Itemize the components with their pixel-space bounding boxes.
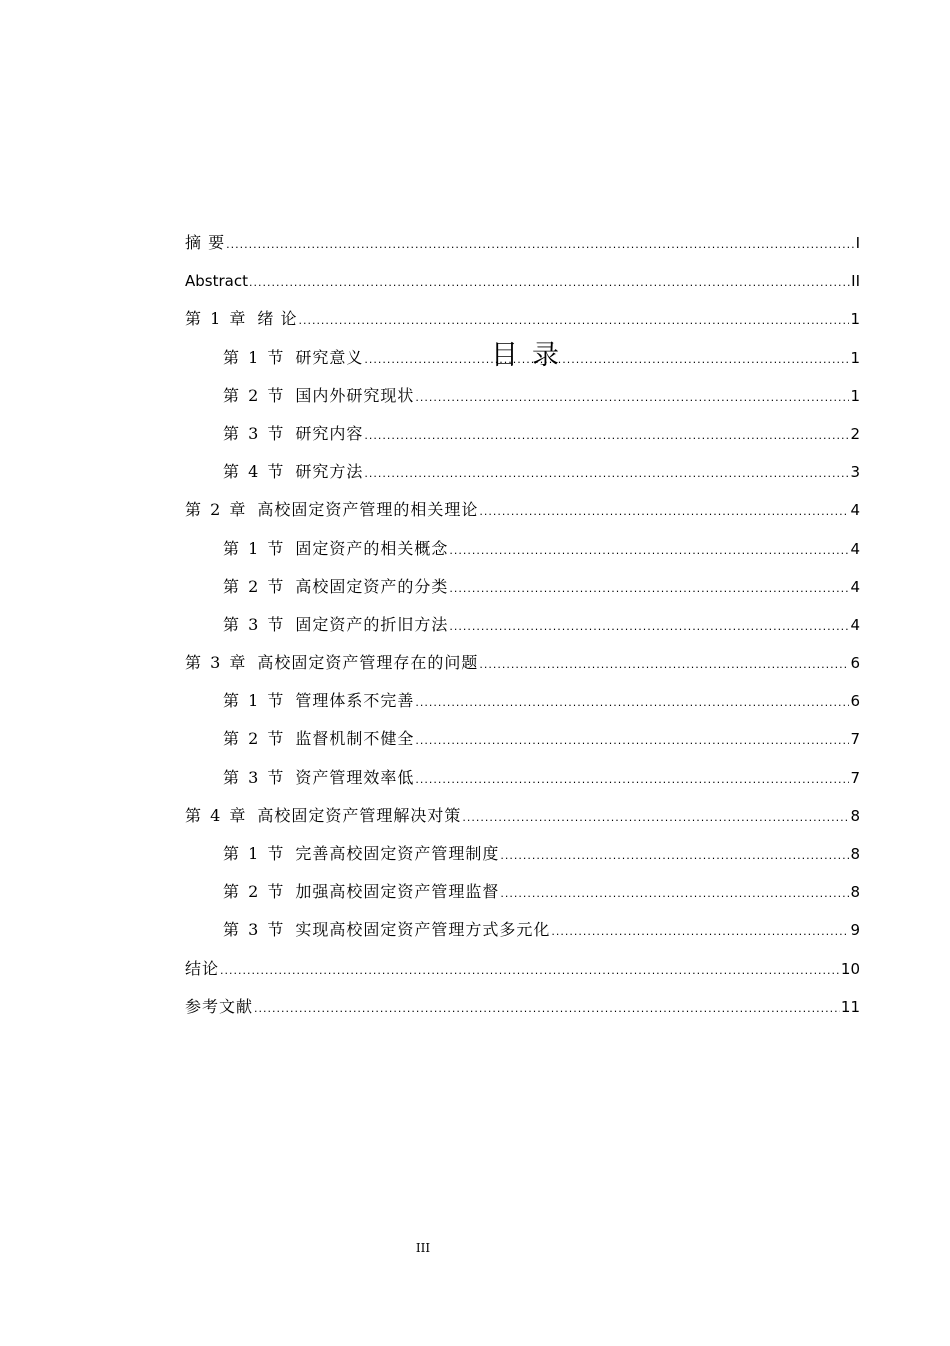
toc-entry-page: 8 [850,845,860,863]
toc-entry-section-4-2[interactable] [185,873,860,911]
toc-entry-label [223,377,414,415]
toc-entry-label [223,682,414,720]
toc-entry-label [223,720,414,758]
toc-dot-leader [462,799,849,837]
toc-entry-label [185,644,478,682]
toc-entry-label [185,491,478,529]
toc-entry-abstract-cn[interactable] [185,224,860,262]
page-number: III [415,1241,431,1255]
toc-entry-text: 高校固定资产管理存在的问题 [257,653,479,673]
toc-entry-text: 加强高校固定资产管理监督 [295,882,500,902]
toc-entry-text: 摘 要 [185,233,226,252]
toc-entry-label [223,530,448,568]
toc-entry-page: 8 [850,883,860,902]
toc-entry-abstract-en[interactable] [185,262,860,300]
toc-dot-leader [364,455,849,493]
toc-entry-number: 第 2 节 [223,729,286,749]
toc-entry-references[interactable] [185,988,860,1026]
toc-dot-leader [500,875,849,913]
toc-entry-label [185,950,219,988]
toc-entry-number: 第 1 节 [223,691,286,711]
toc-entry-label [185,262,248,300]
toc-dot-leader [364,341,849,379]
toc-entry-page: 4 [850,577,860,596]
toc-entry-text: 完善高校固定资产管理制度 [295,844,500,863]
toc-entry-text: 固定资产的折旧方法 [295,614,449,634]
toc-entry-label [223,873,499,911]
toc-dot-leader [249,264,850,302]
toc-entry-text: 高校固定资产管理解决对策 [257,805,462,825]
toc-entry-page: 11 [840,997,860,1016]
toc-entry-text: 高校固定资产管理的相关理论 [257,500,479,520]
toc-entry-number: 第 1 节 [223,538,286,558]
toc-entry-page: 7 [850,768,860,787]
toc-entry-section-4-1[interactable] [185,835,860,873]
toc-dot-leader [500,837,849,875]
toc-entry-text: 高校固定资产的分类 [295,576,449,596]
toc-entry-page: 6 [850,692,860,711]
toc-entry-text: 管理体系不完善 [295,691,415,711]
toc-entry-page: 4 [850,615,860,634]
toc-entry-page: 4 [850,501,860,520]
toc-entry-number: 第 3 节 [223,767,286,787]
toc-entry-label [185,300,297,338]
toc-entry-number: 第 1 节 [223,844,286,863]
toc-entry-text: 实现高校固定资产管理方式多元化 [295,920,551,940]
toc-entry-page: 1 [850,348,860,367]
toc-entry-number: 第 2 节 [223,882,286,902]
toc-entry-section-4-3[interactable] [185,911,860,949]
toc-entry-number: 第 1 章 [185,309,248,329]
toc-entry-section-3-2[interactable] [185,720,860,758]
toc-entry-number: 第 2 章 [185,500,248,520]
toc-dot-leader [254,990,840,1028]
toc-entry-number: 第 3 节 [223,614,286,634]
toc-entry-text: Abstract [185,272,248,291]
toc-entry-chapter-1[interactable] [185,300,860,338]
toc-entry-text: 资产管理效率低 [295,767,415,787]
toc-entry-page: I [855,234,860,252]
toc-dot-leader [479,646,849,684]
toc-entry-page: 6 [850,654,860,673]
toc-entry-number: 第 1 节 [223,347,286,367]
toc-entry-chapter-2[interactable] [185,491,860,529]
toc-entry-section-1-3[interactable] [185,415,860,453]
toc-dot-leader [415,379,849,417]
toc-entry-page: 10 [840,959,860,978]
toc-entry-label [223,415,363,453]
toc-entry-text: 研究方法 [295,462,364,482]
toc-entry-page: 8 [850,806,860,825]
toc-dot-leader [415,761,849,799]
toc-entry-conclusion[interactable] [185,950,860,988]
toc-title: 目录 [491,340,573,371]
toc-entry-number: 第 3 节 [223,920,286,940]
toc-entry-page: 4 [850,539,860,558]
toc-dot-leader [551,913,849,951]
toc-entry-label [185,797,461,835]
toc-entry-number: 第 4 章 [185,805,248,825]
toc-entry-number: 第 3 章 [185,653,248,673]
toc-entry-chapter-3[interactable] [185,644,860,682]
toc-entry-page: II [851,272,860,291]
toc-entry-text: 固定资产的相关概念 [295,538,449,558]
toc-dot-leader [364,417,849,455]
toc-entry-number: 第 4 节 [223,462,286,482]
toc-entry-section-2-3[interactable] [185,606,860,644]
toc-entry-label [223,568,448,606]
toc-entry-section-3-1[interactable] [185,682,860,720]
toc-entry-text: 结论 [185,958,220,978]
toc-entry-section-1-2[interactable] [185,377,860,415]
toc-entry-section-1-4[interactable] [185,453,860,491]
toc-entry-text: 参考文献 [185,996,254,1016]
toc-entry-label [223,911,550,949]
toc-dot-leader [298,302,849,340]
toc-entry-page: 2 [850,424,860,443]
toc-entry-text: 国内外研究现状 [295,385,415,405]
toc-entry-text: 研究内容 [295,423,364,443]
toc-dot-leader [226,226,854,264]
toc-entry-text: 研究意义 [295,347,364,367]
toc-entry-number: 第 3 节 [223,423,286,443]
toc-entry-label [185,988,253,1026]
toc-entry-label [223,759,414,797]
toc-entry-text: 绪 论 [257,309,298,329]
toc-list [185,224,860,1026]
toc-entry-label [223,453,363,491]
toc-entry-page: 1 [850,386,860,405]
toc-entry-section-1-1[interactable] [185,339,860,377]
toc-entry-chapter-4[interactable] [185,797,860,835]
toc-entry-text: 监督机制不健全 [295,729,415,749]
toc-entry-label [185,224,225,262]
toc-entry-section-3-3[interactable] [185,759,860,797]
toc-entry-number: 第 2 节 [223,385,286,405]
toc-entry-label [223,835,499,873]
toc-dot-leader [220,952,840,990]
toc-entry-page: 1 [850,310,860,329]
toc-dot-leader [479,493,849,531]
toc-entry-section-2-1[interactable] [185,530,860,568]
toc-dot-leader [449,608,849,646]
toc-dot-leader [449,532,849,570]
toc-entry-label [223,339,363,377]
toc-entry-page: 9 [850,921,860,940]
toc-entry-label [223,606,448,644]
toc-dot-leader [415,684,849,722]
toc-entry-section-2-2[interactable] [185,568,860,606]
toc-entry-number: 第 2 节 [223,576,286,596]
toc-dot-leader [449,570,849,608]
toc-entry-page: 3 [850,463,860,482]
toc-entry-page: 7 [850,730,860,749]
toc-dot-leader [415,722,849,760]
